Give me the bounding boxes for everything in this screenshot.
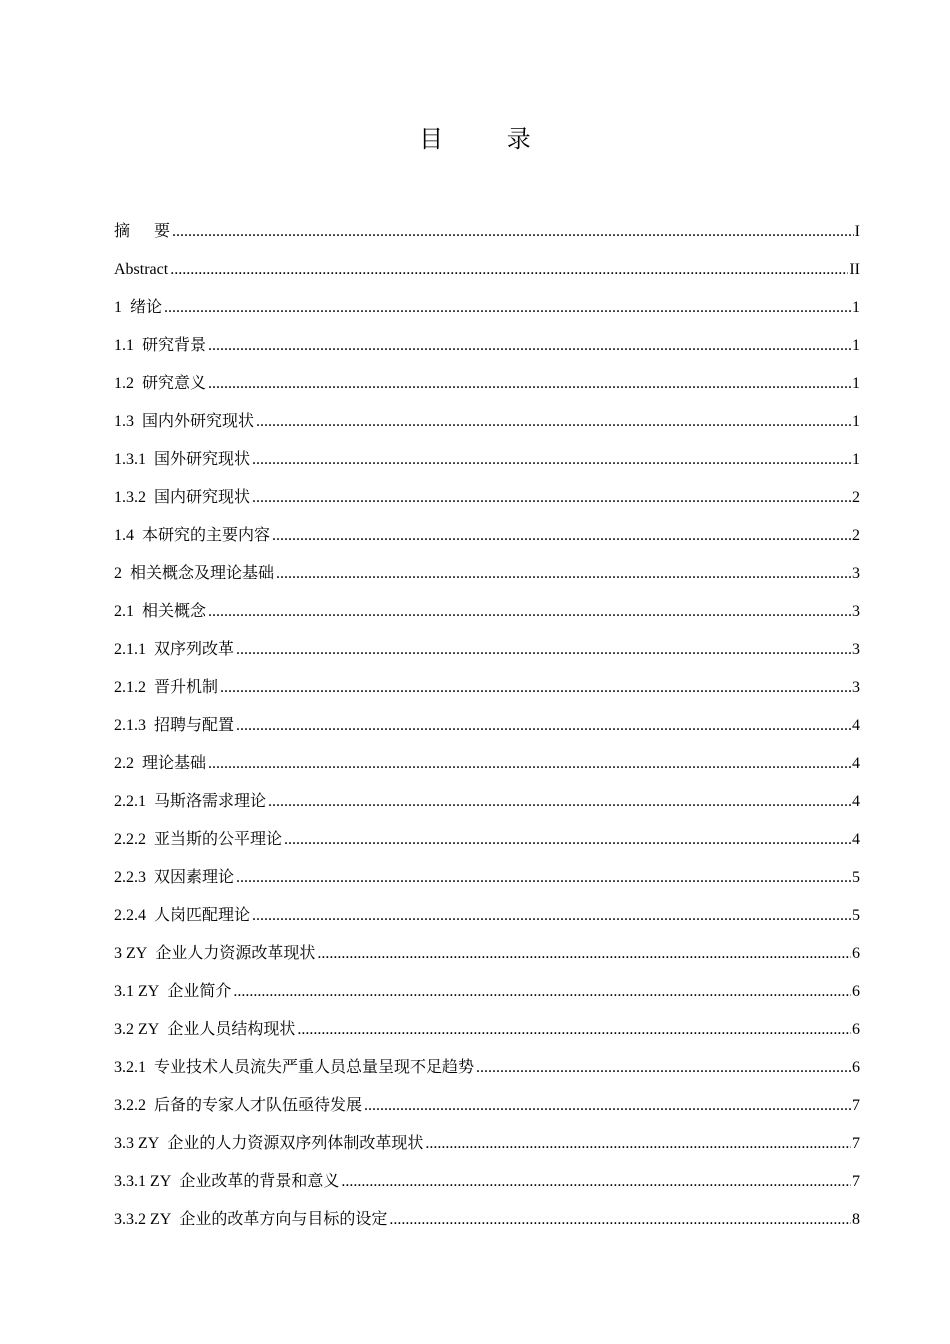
toc-entry-title: 国外研究现状 [154, 449, 251, 468]
toc-page-number: 4 [852, 831, 860, 848]
toc-dot-leader [236, 640, 851, 660]
toc-entry[interactable] [114, 470, 860, 508]
toc-entry[interactable] [114, 318, 860, 356]
toc-dot-leader [276, 564, 851, 584]
toc-entry-number: 2 [114, 565, 122, 582]
toc-dot-leader [364, 1096, 851, 1116]
toc-entry[interactable] [114, 280, 860, 318]
toc-dot-leader [208, 754, 851, 774]
toc-entry-number: 3.2.1 [114, 1059, 146, 1076]
toc-entry-label [114, 1019, 295, 1040]
toc-entry-title: 专业技术人员流失严重人员总量呈现不足趋势 [154, 1057, 475, 1076]
toc-entry[interactable] [114, 1192, 860, 1230]
toc-page-number: 6 [852, 1059, 860, 1076]
toc-entry-number: 2.1.2 [114, 679, 146, 696]
toc-entry[interactable] [114, 622, 860, 660]
toc-entry-title: 本研究的主要内容 [142, 525, 271, 544]
toc-entry-label [114, 905, 250, 926]
toc-entry-label [114, 829, 282, 850]
toc-entry-number: 1.3 [114, 413, 134, 430]
toc-dot-leader [389, 1210, 851, 1230]
toc-entry-title: 相关概念 [142, 601, 207, 620]
toc-entry-label [114, 260, 168, 280]
toc-entry-title: 双因素理论 [154, 867, 235, 886]
toc-entry-label [114, 221, 170, 242]
toc-entry[interactable] [114, 774, 860, 812]
toc-dot-leader [252, 450, 851, 470]
toc-entry-number: 2.1 [114, 603, 134, 620]
toc-entry-label [114, 449, 250, 470]
toc-entry[interactable] [114, 394, 860, 432]
toc-entry[interactable] [114, 964, 860, 1002]
toc-page-number: 6 [852, 1021, 860, 1038]
toc-entry-label [114, 1133, 423, 1154]
toc-entry-title: 相关概念及理论基础 [130, 563, 275, 582]
toc-entry-label [114, 1209, 387, 1230]
toc-entry-title: 双序列改革 [154, 639, 235, 658]
toc-entry-title: 国内外研究现状 [142, 411, 255, 430]
toc-entry[interactable] [114, 584, 860, 622]
toc-page-number: 7 [852, 1135, 860, 1152]
toc-entry-title: 马斯洛需求理论 [154, 791, 267, 810]
toc-page-number: 6 [852, 945, 860, 962]
toc-entry-label [114, 525, 270, 546]
toc-entry-title: 企业人员结构现状 [167, 1019, 296, 1038]
toc-entry-title: 亚当斯的公平理论 [154, 829, 283, 848]
toc-entry-title: 企业改革的背景和意义 [179, 1171, 340, 1190]
toc-entry-number: 3.3.2 ZY [114, 1211, 172, 1228]
toc-entry-label [114, 335, 206, 356]
toc-page-number: 1 [852, 375, 860, 392]
toc-entry-label [114, 639, 234, 660]
toc-page-number: 1 [852, 413, 860, 430]
toc-page-number: 4 [852, 793, 860, 810]
toc-page-number: 2 [852, 527, 860, 544]
toc-entry-title: 晋升机制 [154, 677, 219, 696]
toc-dot-leader [208, 374, 851, 394]
toc-page-number: 4 [852, 755, 860, 772]
toc-dot-leader [252, 488, 851, 508]
toc-entry-number: 2.2.1 [114, 793, 146, 810]
toc-entry-number: 1.2 [114, 375, 134, 392]
toc-entry-label [114, 867, 234, 888]
toc-entry-number: 1.3.2 [114, 489, 146, 506]
table-of-contents [114, 204, 860, 1230]
toc-entry[interactable] [114, 1154, 860, 1192]
toc-entry-title: 企业的人力资源双序列体制改革现状 [167, 1133, 424, 1152]
toc-page-number: 1 [852, 451, 860, 468]
toc-entry[interactable] [114, 850, 860, 888]
toc-entry-label [114, 1057, 474, 1078]
toc-entry-title: 国内研究现状 [154, 487, 251, 506]
toc-entry[interactable] [114, 356, 860, 394]
toc-entry-title: 绪论 [130, 297, 163, 316]
toc-entry-number: 1 [114, 299, 122, 316]
toc-entry-number: 2.2.2 [114, 831, 146, 848]
toc-page-number: 3 [852, 603, 860, 620]
toc-entry[interactable] [114, 432, 860, 470]
toc-dot-leader [252, 906, 851, 926]
toc-entry-label [114, 297, 162, 318]
toc-dot-leader [236, 868, 851, 888]
toc-page-number: 7 [852, 1173, 860, 1190]
toc-entry-number: 3.3.1 ZY [114, 1173, 172, 1190]
toc-entry-label [114, 943, 315, 964]
toc-page-number: 3 [852, 565, 860, 582]
toc-entry-title: 理论基础 [142, 753, 207, 772]
toc-entry[interactable] [114, 660, 860, 698]
toc-page-number: 5 [852, 869, 860, 886]
toc-entry-number: 2.2 [114, 755, 134, 772]
toc-entry-label [114, 753, 206, 774]
toc-entry-label [114, 563, 274, 584]
toc-dot-leader [208, 336, 851, 356]
toc-entry-label [114, 715, 234, 736]
toc-entry-title: 企业人力资源改革现状 [155, 943, 316, 962]
toc-entry-label [114, 373, 206, 394]
toc-entry-number: 3.2 ZY [114, 1021, 160, 1038]
toc-dot-leader [220, 678, 851, 698]
toc-entry[interactable] [114, 698, 860, 736]
toc-entry-label [114, 487, 250, 508]
toc-entry-label [114, 981, 231, 1002]
toc-entry-label [114, 1095, 362, 1116]
toc-page-number: 5 [852, 907, 860, 924]
toc-entry[interactable] [114, 888, 860, 926]
toc-entry-number: Abstract [114, 261, 169, 278]
toc-entry-number: 1.1 [114, 337, 134, 354]
toc-entry-label [114, 411, 254, 432]
toc-entry-title: 要 [154, 221, 171, 240]
toc-entry-label [114, 677, 218, 698]
toc-dot-leader [164, 298, 851, 318]
toc-entry[interactable] [114, 1078, 860, 1116]
toc-entry-number: 2.2.4 [114, 907, 146, 924]
toc-entry[interactable] [114, 242, 860, 280]
toc-dot-leader [272, 526, 851, 546]
toc-entry-number: 摘 [114, 223, 131, 240]
toc-page-number: 3 [852, 641, 860, 658]
toc-page-number: 4 [852, 717, 860, 734]
toc-entry-number: 1.3.1 [114, 451, 146, 468]
toc-entry-title: 后备的专家人才队伍亟待发展 [154, 1095, 363, 1114]
toc-dot-leader [317, 944, 851, 964]
toc-entry-label [114, 791, 266, 812]
toc-page-number: 6 [852, 983, 860, 1000]
toc-entry-number: 3.2.2 [114, 1097, 146, 1114]
toc-entry[interactable] [114, 1002, 860, 1040]
toc-dot-leader [341, 1172, 851, 1192]
toc-entry-number: 2.1.1 [114, 641, 146, 658]
page-title: 目 录 [419, 125, 559, 153]
toc-entry[interactable] [114, 508, 860, 546]
toc-entry-title: 企业的改革方向与目标的设定 [179, 1209, 388, 1228]
toc-dot-leader [170, 260, 848, 280]
toc-dot-leader [268, 792, 851, 812]
toc-page-number: 8 [852, 1211, 860, 1228]
toc-page-number: I [854, 223, 860, 240]
toc-entry[interactable] [114, 1040, 860, 1078]
toc-dot-leader [425, 1134, 851, 1154]
toc-dot-leader [476, 1058, 851, 1078]
toc-entry[interactable] [114, 1116, 860, 1154]
toc-page-number: II [849, 261, 860, 278]
toc-entry-title: 招聘与配置 [154, 715, 235, 734]
toc-entry[interactable] [114, 926, 860, 964]
toc-page-number: 3 [852, 679, 860, 696]
toc-dot-leader [236, 716, 851, 736]
toc-entry-number: 1.4 [114, 527, 134, 544]
toc-entry[interactable] [114, 204, 860, 242]
toc-dot-leader [284, 830, 851, 850]
toc-page-number: 7 [852, 1097, 860, 1114]
toc-page-number: 1 [852, 337, 860, 354]
toc-entry-number: 3 ZY [114, 945, 148, 962]
toc-entry-title: 研究意义 [142, 373, 207, 392]
toc-dot-leader [208, 602, 851, 622]
toc-entry-number: 3.1 ZY [114, 983, 160, 1000]
toc-entry[interactable] [114, 812, 860, 850]
toc-entry-label [114, 601, 206, 622]
toc-entry-title: 人岗匹配理论 [154, 905, 251, 924]
toc-dot-leader [256, 412, 851, 432]
toc-entry-number: 3.3 ZY [114, 1135, 160, 1152]
toc-entry-title: 企业简介 [167, 981, 232, 1000]
toc-entry[interactable] [114, 736, 860, 774]
toc-dot-leader [233, 982, 851, 1002]
toc-entry-number: 2.2.3 [114, 869, 146, 886]
toc-entry-label [114, 1171, 339, 1192]
toc-dot-leader [297, 1020, 851, 1040]
toc-page-number: 1 [852, 299, 860, 316]
toc-entry[interactable] [114, 546, 860, 584]
toc-entry-title: 研究背景 [142, 335, 207, 354]
toc-page-number: 2 [852, 489, 860, 506]
toc-entry-number: 2.1.3 [114, 717, 146, 734]
toc-dot-leader [172, 222, 854, 242]
